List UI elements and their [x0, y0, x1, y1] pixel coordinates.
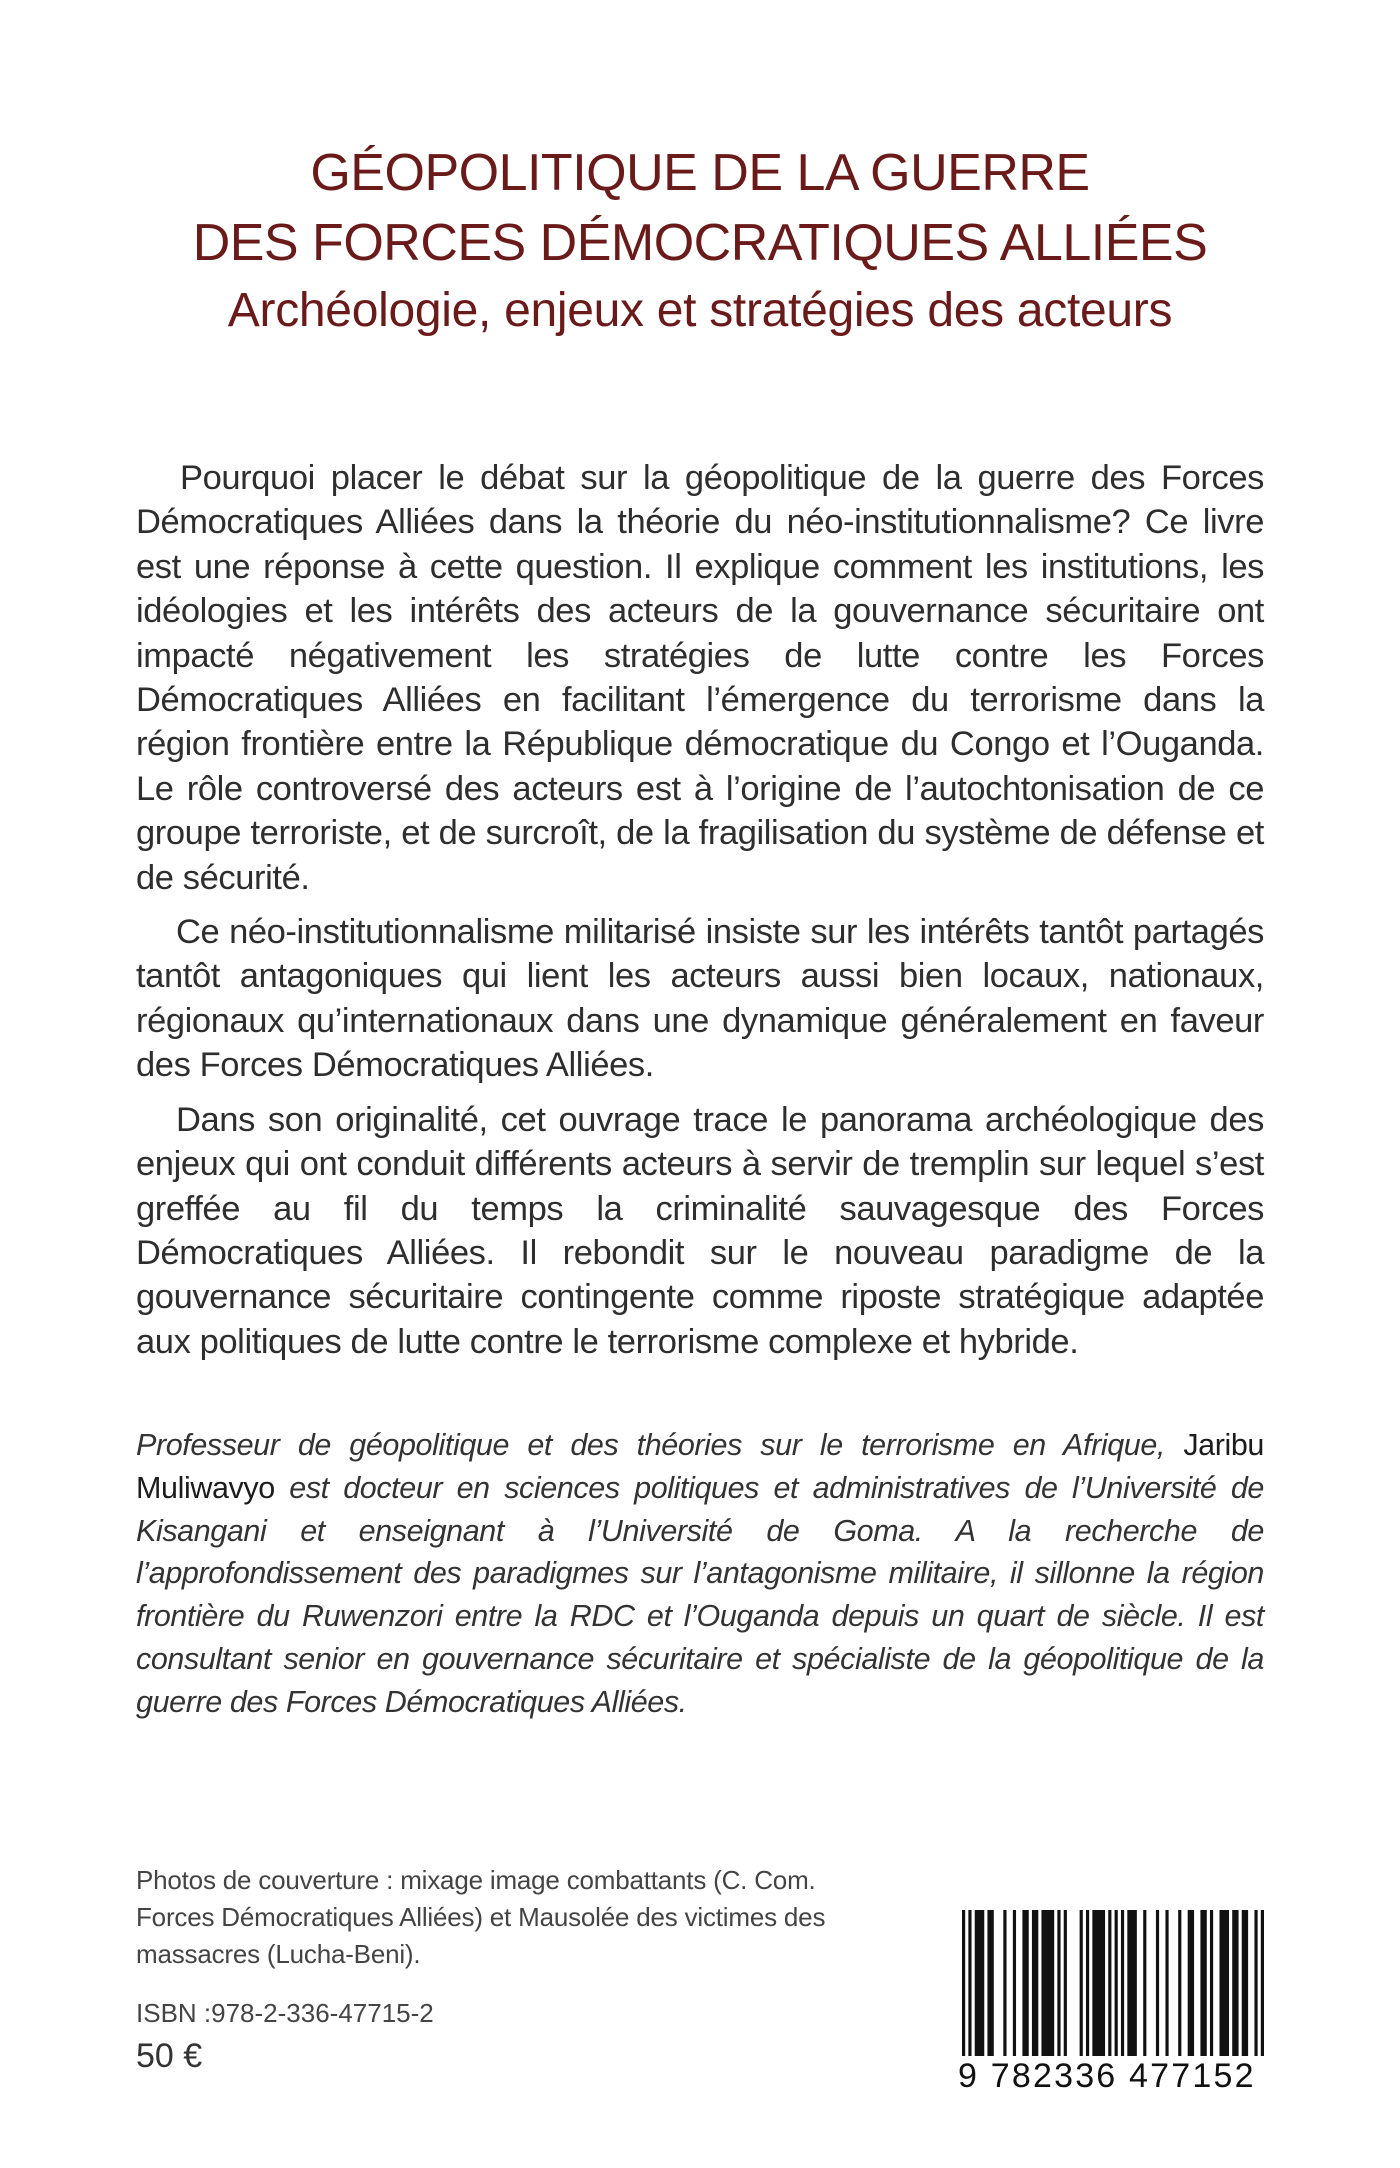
barcode-bar — [1121, 1910, 1124, 2060]
barcode-bar — [1232, 1910, 1238, 2060]
barcode-bar — [1092, 1910, 1105, 2060]
barcode-bar — [1080, 1910, 1083, 2060]
isbn: ISBN :978-2-336-47715-2 — [136, 1998, 434, 2028]
summary-paragraph-1: Pourquoi placer le débat sur la géopolitique de la guerre des Forces Démocratiques Alliées dans la théorie du néo-institutionnalisme? Ce livre est une réponse à cette question. Il explique comment les institutions, les idéologies et les intérêts des acteurs de la gouvernance sécuritaire ont impacté négativement les stratégies de lutte contre les Forces Démocratiques Alliées en facilitant l’émergence du terrorisme dans la région frontière entre la République démocratique du Congo et l’Ouganda. Le rôle controversé des acteurs est à l’origine de l’autochtonisation de ce groupe terroriste, et de surcroît, de la fragilisation du système de défense et de sécurité. — [136, 459, 1264, 897]
price: 50 € — [136, 2037, 203, 2075]
barcode-bar — [1032, 1910, 1038, 2060]
barcode-bar — [987, 1910, 993, 2060]
barcode-bar — [1086, 1910, 1089, 2060]
barcode-bar — [1127, 1910, 1137, 2060]
barcode-bar — [1188, 1910, 1194, 2060]
credits-line-1: Photos de couverture : mixage image combattants (C. Com. — [136, 1865, 816, 1895]
book-summary — [136, 456, 1264, 1374]
photo-credits — [136, 1862, 896, 1973]
barcode-bar — [1143, 1910, 1146, 2060]
summary-paragraph-3: Dans son originalité, cet ouvrage trace le panorama archéologique des enjeux qui ont conduit différents acteurs à servir de tremplin sur lequel s’est greffée au fil du temps la criminalité sauvagesque des Forces Démocratiques Alliées. Il rebondit sur le nouveau paradigme de la gouvernance sécuritaire contingente comme riposte stratégique adaptée aux politiques de lutte contre le terrorisme complexe et hybride. — [136, 1100, 1264, 1361]
barcode-bar — [1165, 1910, 1168, 2060]
barcode-bar — [1064, 1910, 1067, 2060]
barcode-bar — [1210, 1910, 1213, 2060]
barcode-bar — [1242, 1910, 1248, 2060]
credits-line-3: massacres (Lucha-Beni). — [136, 1939, 421, 1969]
author-bio — [136, 1424, 1264, 1724]
book-subtitle: Archéologie, enjeux et stratégies des acteurs — [227, 284, 1173, 337]
title-line-2: DES FORCES DÉMOCRATIQUES ALLIÉES — [192, 214, 1208, 272]
bio-text: est docteur en sciences politiques et administratives de l’Université de Kisangani et enseignant à l’Université de Goma. A la recherche de l’approfondissement des paradigmes sur l’antagonisme militaire, il sillonne la région frontière du Ruwenzori entre la RDC et l’Ouganda depuis un quart de siècle. Il est consultant senior en gouvernance sécuritaire et spécialiste de la géopolitique de la guerre des Forces Démocratiques Alliées. — [136, 1470, 1264, 1719]
summary-paragraph-2: Ce néo-institutionnalisme militarisé insiste sur les intérêts tantôt partagés tantôt antagoniques qui lient les acteurs aussi bien locaux, nationaux, régionaux qu’internationaux dans une dynamique généralement en faveur des Forces Démocratiques Alliées. — [136, 913, 1264, 1085]
barcode-bar — [975, 1910, 985, 2060]
barcode-bar — [1003, 1910, 1006, 2060]
barcode-bar — [1057, 1910, 1060, 2060]
barcode-bar — [1156, 1910, 1159, 2060]
credits-line-2: Forces Démocratiques Alliées) et Mausolée des victimes des — [136, 1902, 826, 1932]
barcode-bar — [1219, 1910, 1229, 2060]
book-title — [0, 138, 1400, 344]
barcode-bar — [1041, 1910, 1054, 2060]
barcode-bar — [1200, 1910, 1206, 2060]
author-name: Jaribu Muliwavyo — [136, 1428, 1264, 1505]
barcode-bar — [1178, 1910, 1181, 2060]
barcode-bar — [1013, 1910, 1016, 2060]
barcode-digits: 9 782336 477152 — [952, 2056, 1280, 2096]
bio-intro: Professeur de géopolitique et des théories sur le terrorisme en Afrique, — [136, 1428, 1184, 1462]
title-line-1: GÉOPOLITIQUE DE LA GUERRE — [310, 144, 1090, 202]
barcode-bar — [1022, 1910, 1028, 2060]
